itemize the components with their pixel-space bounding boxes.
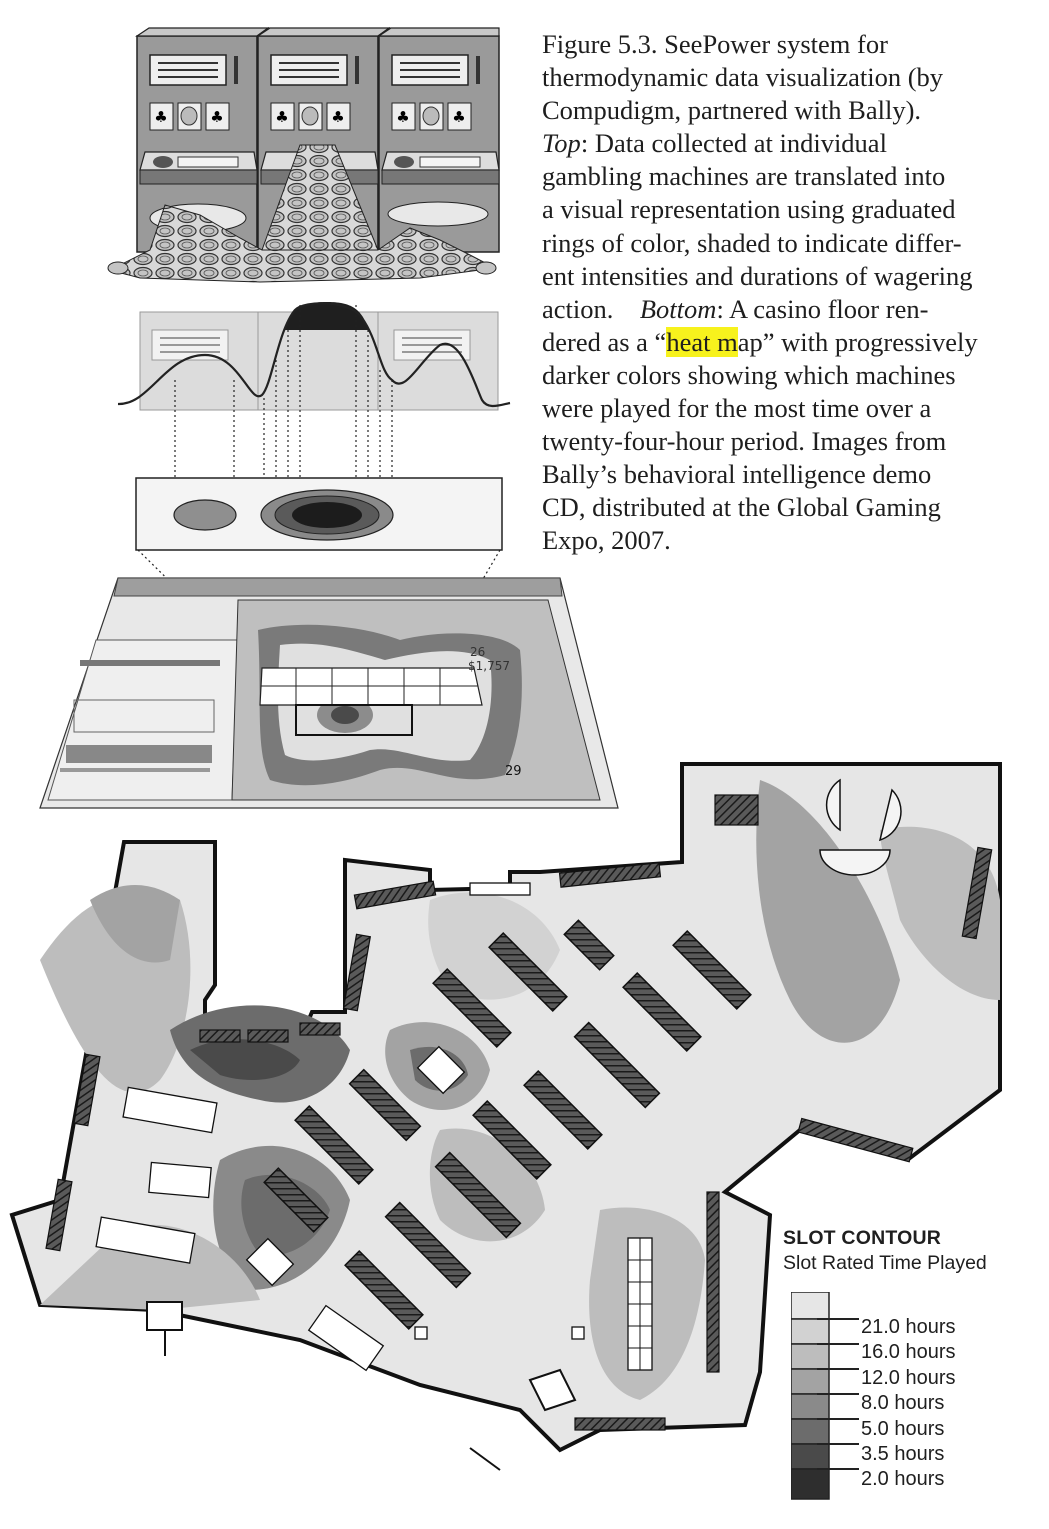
caption-line-7: rings of color, shaded to indicate differ- xyxy=(542,227,962,258)
legend-swatch-0 xyxy=(791,1292,829,1319)
caption-line-13: twenty-four-hour period. Images from xyxy=(542,426,947,457)
caption-line-6: a visual representation using graduated xyxy=(542,194,956,225)
svg-text:♣: ♣ xyxy=(275,108,289,126)
caption-line-16: Expo, 2007. xyxy=(542,525,671,556)
legend-color-bar xyxy=(791,1292,871,1508)
slot-machine-3 xyxy=(379,28,499,252)
slot-machine-2 xyxy=(258,28,389,252)
screen-label-3: 29 xyxy=(505,764,522,779)
caption-line-5: gambling machines are translated into xyxy=(542,161,946,192)
legend-tick-label: 5.0 hours xyxy=(861,1417,945,1440)
caption-line-2: thermodynamic data visualization (by xyxy=(542,62,944,93)
legend-swatch-6 xyxy=(791,1444,829,1469)
legend-swatch-3 xyxy=(791,1369,829,1394)
legend-tick-label: 3.5 hours xyxy=(861,1442,945,1465)
legend-tick-label: 21.0 hours xyxy=(861,1316,956,1338)
svg-text:♣: ♣ xyxy=(331,108,345,126)
caption-line-14: Bally’s behavioral intelligence demo xyxy=(542,459,932,490)
search-highlight: heat m xyxy=(666,326,738,357)
software-screenshot xyxy=(40,578,618,808)
legend-swatch-7 xyxy=(791,1469,829,1499)
legend-tick-labels xyxy=(861,1315,956,1493)
legend-swatch-5 xyxy=(791,1419,829,1444)
caption-line-3: Compudigm, partnered with Bally). xyxy=(542,95,922,126)
svg-text:♣: ♣ xyxy=(210,108,224,126)
screen-label-1: 26 xyxy=(470,645,486,659)
slot-machines-illustration xyxy=(108,28,499,282)
contour-plane xyxy=(136,478,502,550)
legend-swatch-4 xyxy=(791,1394,829,1419)
caption-line-15: CD, distributed at the Global Gaming xyxy=(542,492,941,523)
svg-text:♣: ♣ xyxy=(154,108,168,126)
legend-tick-label: 2.0 hours xyxy=(861,1468,945,1491)
legend-tick-label: 8.0 hours xyxy=(861,1392,945,1415)
caption-line-1: Figure 5.3. SeePower system for xyxy=(542,29,888,59)
caption-line-11: darker colors showing which machines xyxy=(542,359,956,390)
legend-swatch-1 xyxy=(791,1319,829,1344)
intensity-wave-illustration xyxy=(118,302,510,410)
legend-tick-label: 16.0 hours xyxy=(861,1341,956,1364)
screen-label-2: $1,757 xyxy=(468,659,510,673)
caption-line-12: were played for the most time over a xyxy=(542,393,932,424)
legend-title: SLOT CONTOUR xyxy=(783,1227,942,1249)
caption-line-9: action. Bottom: A casino floor ren- xyxy=(542,293,929,324)
legend-tick-label: 12.0 hours xyxy=(861,1366,956,1389)
svg-text:♣: ♣ xyxy=(396,108,410,126)
caption-top-label: Top xyxy=(542,128,581,159)
legend-swatch-2 xyxy=(791,1344,829,1369)
svg-text:♣: ♣ xyxy=(452,108,466,126)
caption-line-10: dered as a “heat map” with progressively xyxy=(542,326,978,357)
caption-line-4: Top: Data collected at individual xyxy=(542,128,887,159)
slot-contour-legend xyxy=(783,1226,1033,1491)
caption-bottom-label: Bottom xyxy=(639,293,717,324)
caption-line-8: ent intensities and durations of wagering xyxy=(542,260,973,291)
legend-subtitle: Slot Rated Time Played xyxy=(783,1252,987,1274)
